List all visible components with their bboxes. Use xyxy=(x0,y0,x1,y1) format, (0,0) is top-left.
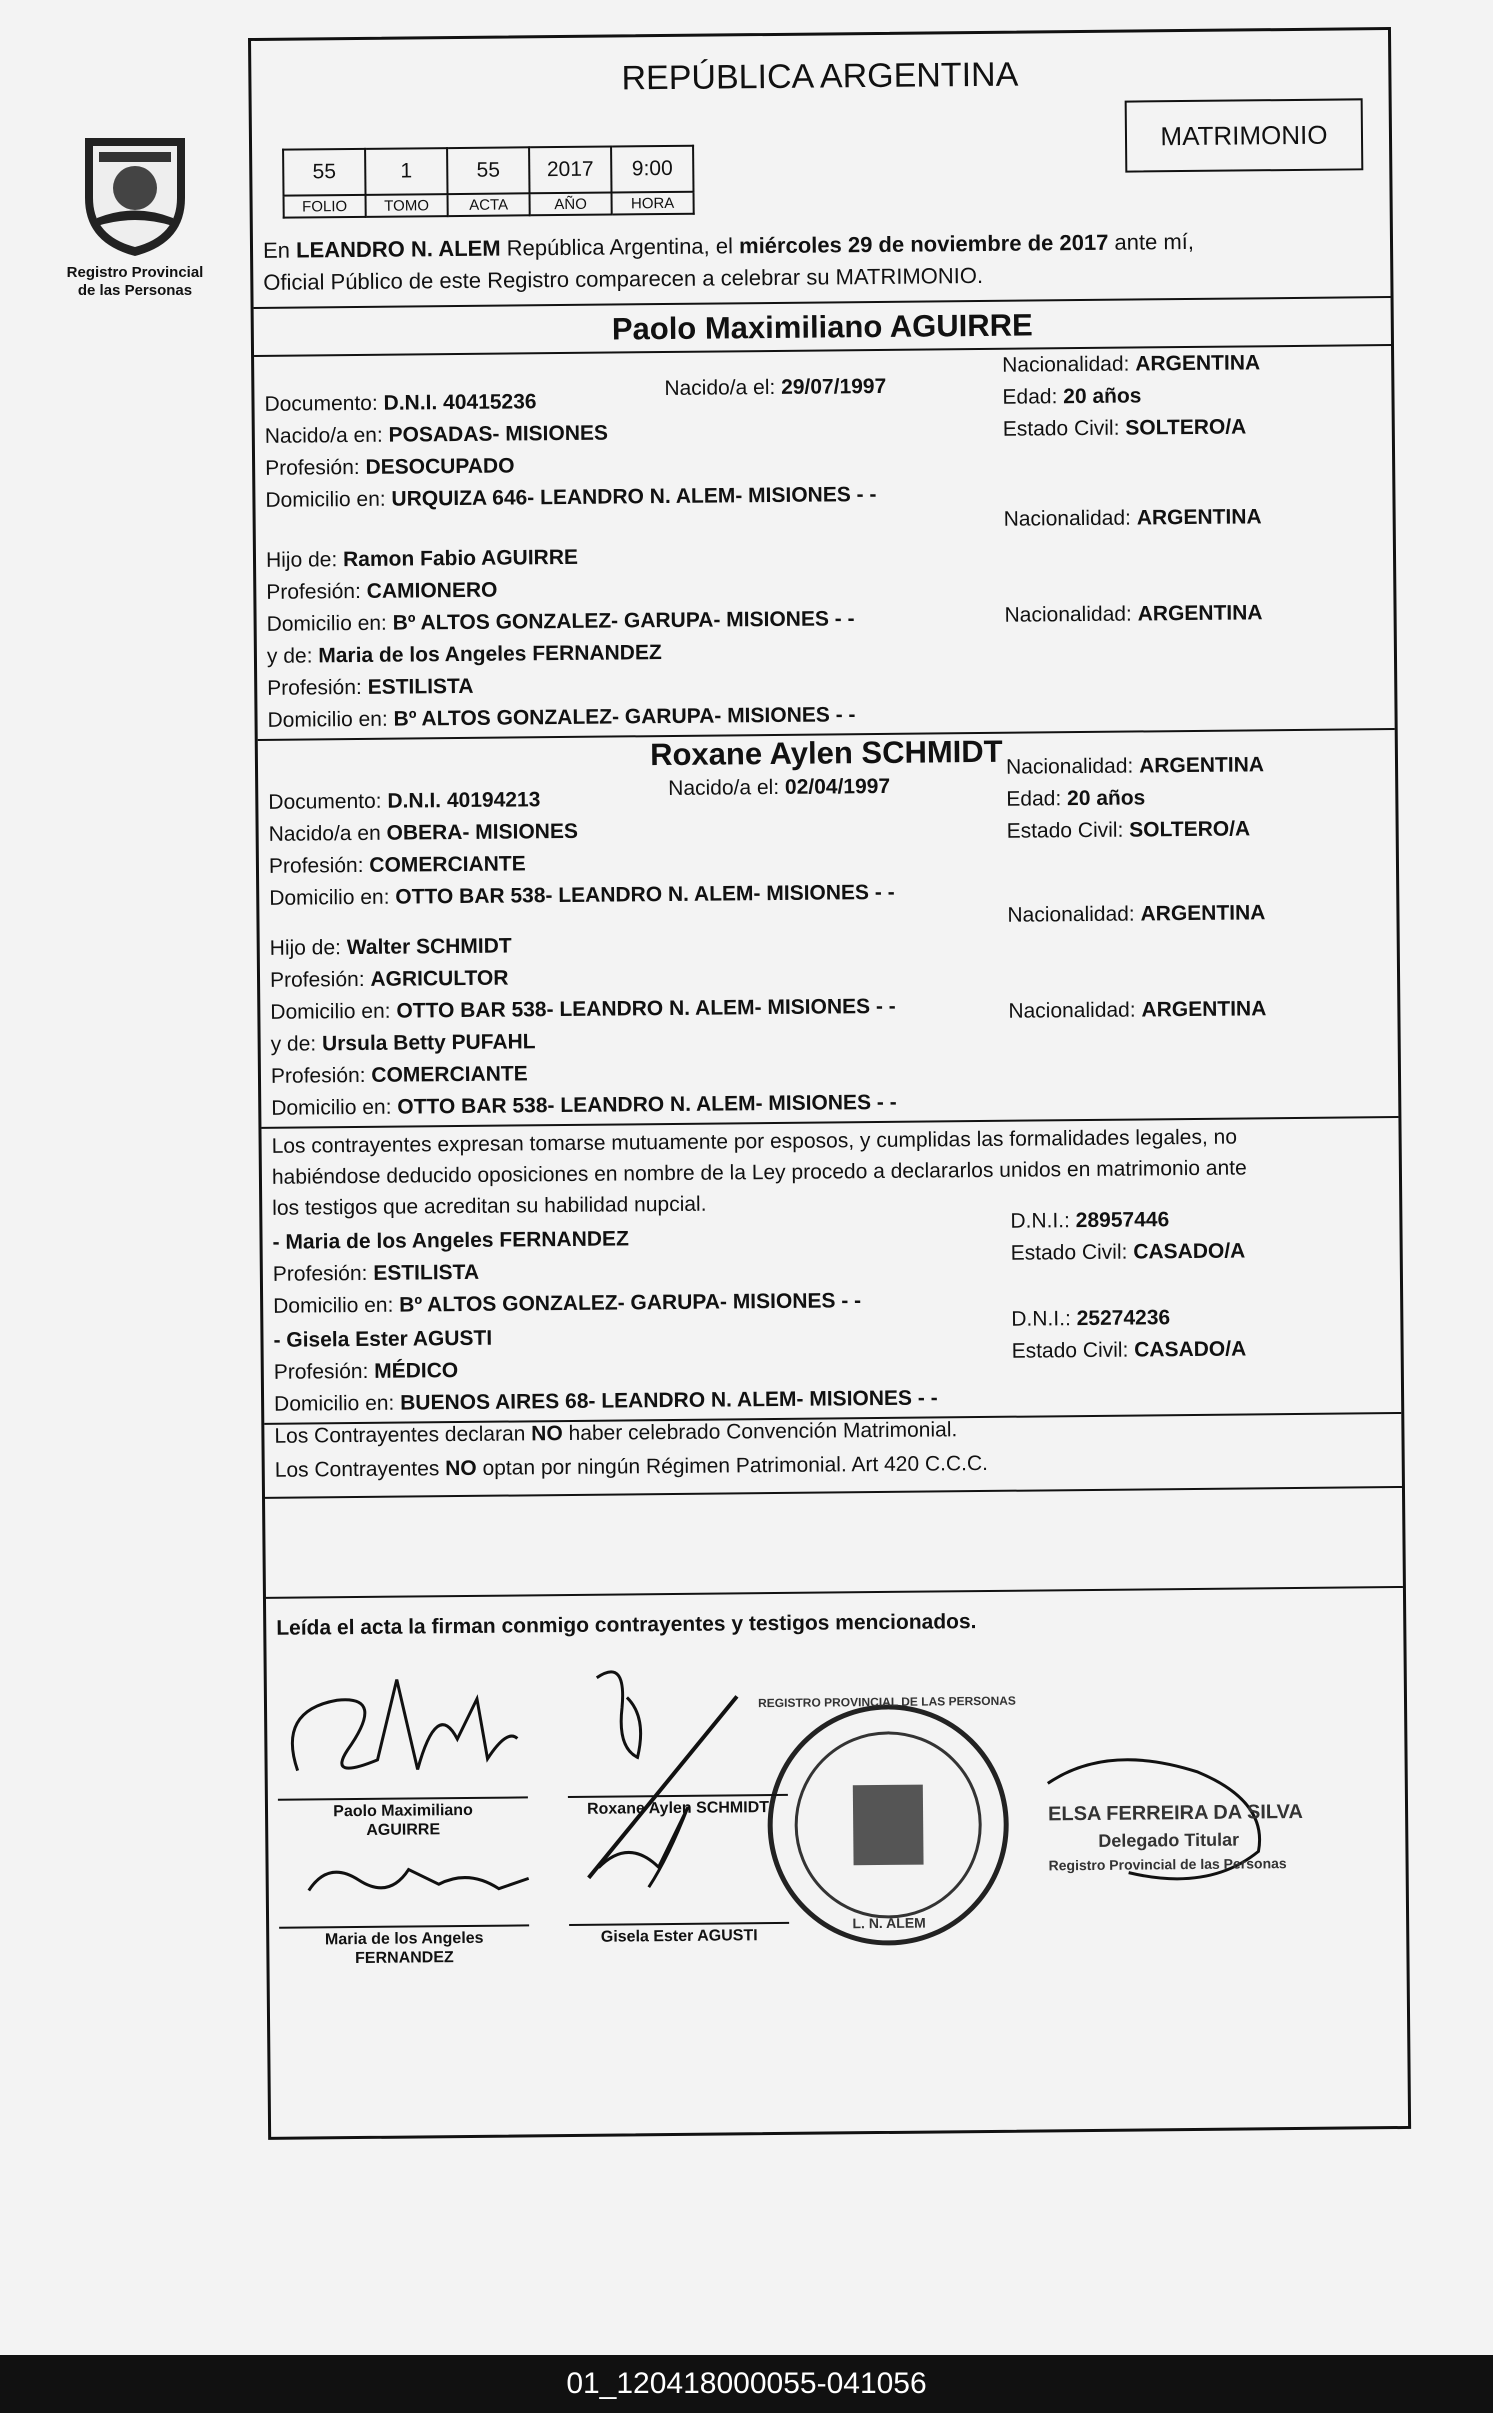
bride-mother-nationality: Nacionalidad: ARGENTINA xyxy=(1008,997,1267,1023)
declaration-text: Los contrayentes expresan tomarse mutuamente por esposos, y cumplidas las formalidades legales, no habiéndose deducido oposiciones en nombre de la Ley procedo a declararlos unidos en matrimonio ante los testigos que acreditan su habilidad nupcial. xyxy=(271,1125,1247,1220)
bride-father-address: Domicilio en: OTTO BAR 538- LEANDRO N. ALEM- MISIONES - - xyxy=(270,994,896,1024)
groom-nationality: Nacionalidad: ARGENTINA xyxy=(1002,351,1261,377)
groom-father-address: Domicilio en: Bº ALTOS GONZALEZ- GARUPA- MISIONES - - xyxy=(266,607,855,636)
intro-place: LEANDRO N. ALEM xyxy=(295,235,501,263)
convention-note: Los Contrayentes declaran NO haber celebrado Convención Matrimonial. xyxy=(274,1418,958,1448)
folio-value: 55 xyxy=(283,149,365,196)
bride-age: Edad: 20 años xyxy=(1006,786,1146,811)
intro-line2: Oficial Público de este Registro comparecen a celebrar su MATRIMONIO. xyxy=(263,262,984,295)
groom-profession: Profesión: DESOCUPADO xyxy=(265,454,515,480)
province-seal-icon xyxy=(75,118,195,258)
tomo-label: TOMO xyxy=(366,194,448,217)
witness1-profession: Profesión: ESTILISTA xyxy=(272,1260,480,1286)
regime-note: Los Contrayentes NO optan por ningún Régimen Patrimonial. Art 420 C.C.C. xyxy=(274,1451,989,1482)
bride-nationality: Nacionalidad: ARGENTINA xyxy=(1005,753,1265,779)
groom-birthplace: Nacido/a en: POSADAS- MISIONES xyxy=(264,421,609,448)
bride-signature-caption: Roxane Aylen SCHMIDT xyxy=(586,1799,770,1818)
folio-label: FOLIO xyxy=(284,195,366,218)
witness1-civil-status: Estado Civil: CASADO/A xyxy=(1010,1239,1246,1265)
witness2-name: - Gisela Ester AGUSTI xyxy=(273,1326,493,1352)
witness2-signature-caption: Gisela Ester AGUSTI xyxy=(600,1927,758,1946)
officer-title: Delegado Titular xyxy=(1098,1829,1240,1851)
logo-caption xyxy=(60,264,210,300)
bride-profession: Profesión: COMERCIANTE xyxy=(268,852,526,878)
groom-age: Edad: 20 años xyxy=(1002,384,1142,409)
acta-value: 55 xyxy=(447,147,529,194)
registry-stamp-place: L. N. ALEM xyxy=(852,1914,926,1932)
groom-father-profession: Profesión: CAMIONERO xyxy=(266,578,498,604)
witness2-profession: Profesión: MÉDICO xyxy=(273,1359,459,1384)
groom-document: Documento: D.N.I. 40415236 xyxy=(264,390,537,416)
hora-value: 9:00 xyxy=(611,146,693,193)
ano-value: 2017 xyxy=(529,147,611,194)
bride-father-profession: Profesión: AGRICULTOR xyxy=(269,966,509,992)
signature-intro: Leída el acta la firman conmigo contrayentes y testigos mencionados. xyxy=(276,1610,977,1640)
witness2-dni: D.N.I.: 25274236 xyxy=(1011,1306,1171,1331)
page-title: REPÚBLICA ARGENTINA xyxy=(621,55,1019,98)
witness1-dni: D.N.I.: 28957446 xyxy=(1010,1208,1170,1233)
groom-mother-profession: Profesión: ESTILISTA xyxy=(267,674,474,700)
bride-mother: y de: Ursula Betty PUFAHL xyxy=(270,1030,536,1056)
witness1-address: Domicilio en: Bº ALTOS GONZALEZ- GARUPA- MISIONES - - xyxy=(273,1289,862,1318)
bride-address: Domicilio en: OTTO BAR 538- LEANDRO N. ALEM- MISIONES - - xyxy=(269,880,895,910)
logo-caption-line2: de las Personas xyxy=(77,282,193,299)
bride-birthplace: Nacido/a en OBERA- MISIONES xyxy=(268,819,579,846)
document-code-footer: 01_120418000055-041056 xyxy=(0,2355,1493,2413)
groom-address: Domicilio en: URQUIZA 646- LEANDRO N. ALEM- MISIONES - - xyxy=(265,482,877,512)
groom-father-nationality: Nacionalidad: ARGENTINA xyxy=(1003,505,1262,531)
officer-office: Registro Provincial de las Personas xyxy=(1048,1855,1287,1874)
bride-born: Nacido/a el: 02/04/1997 xyxy=(668,774,891,801)
logo-caption-line1: Registro Provincial xyxy=(66,264,204,281)
registry-table xyxy=(282,145,695,219)
bride-mother-profession: Profesión: COMERCIANTE xyxy=(270,1062,528,1088)
groom-mother-nationality: Nacionalidad: ARGENTINA xyxy=(1004,601,1263,627)
ano-label: AÑO xyxy=(530,193,612,216)
groom-signature-caption: Paolo Maximiliano AGUIRRE xyxy=(333,1801,473,1839)
groom-mother-address: Domicilio en: Bº ALTOS GONZALEZ- GARUPA- MISIONES - - xyxy=(267,703,856,732)
intro-text: En LEANDRO N. ALEM República Argentina, el miércoles 29 de noviembre de 2017 ante mí, Oficial Público de este Registro comparecen a celebrar su MATRIMONIO. xyxy=(263,224,1384,299)
bride-mother-address: Domicilio en: OTTO BAR 538- LEANDRO N. ALEM- MISIONES - - xyxy=(271,1090,897,1120)
intro-date: miércoles 29 de noviembre de 2017 xyxy=(738,229,1109,259)
witness2-address: Domicilio en: BUENOS AIRES 68- LEANDRO N. ALEM- MISIONES - - xyxy=(274,1386,938,1416)
divider xyxy=(266,1586,1403,1599)
registry-logo xyxy=(60,118,210,300)
bride-father: Hijo de: Walter SCHMIDT xyxy=(269,934,512,960)
bride-civil-status: Estado Civil: SOLTERO/A xyxy=(1006,817,1251,843)
tomo-value: 1 xyxy=(365,148,447,195)
divider xyxy=(265,1486,1402,1499)
groom-name: Paolo Maximiliano AGUIRRE xyxy=(611,307,1033,347)
groom-mother: y de: Maria de los Angeles FERNANDEZ xyxy=(266,641,662,668)
bride-father-nationality: Nacionalidad: ARGENTINA xyxy=(1007,901,1266,927)
witness1-name: - Maria de los Angeles FERNANDEZ xyxy=(272,1227,629,1254)
acta-label: ACTA xyxy=(448,193,530,216)
witness1-signature-caption: Maria de los Angeles FERNANDEZ xyxy=(324,1929,484,1968)
officer-name: ELSA FERREIRA DA SILVA xyxy=(1047,1800,1304,1826)
groom-civil-status: Estado Civil: SOLTERO/A xyxy=(1002,415,1247,441)
bride-name: Roxane Aylen SCHMIDT xyxy=(649,733,1003,773)
registry-stamp: REGISTRO PROVINCIAL DE LAS PERSONAS xyxy=(758,1693,1016,1711)
bride-document: Documento: D.N.I. 40194213 xyxy=(268,788,541,814)
certificate-frame xyxy=(248,27,1411,2140)
groom-father: Hijo de: Ramon Fabio AGUIRRE xyxy=(265,545,579,572)
groom-born: Nacido/a el: 29/07/1997 xyxy=(664,374,887,401)
hora-label: HORA xyxy=(612,192,694,215)
act-type-box: MATRIMONIO xyxy=(1125,98,1364,172)
witness2-civil-status: Estado Civil: CASADO/A xyxy=(1011,1337,1247,1363)
